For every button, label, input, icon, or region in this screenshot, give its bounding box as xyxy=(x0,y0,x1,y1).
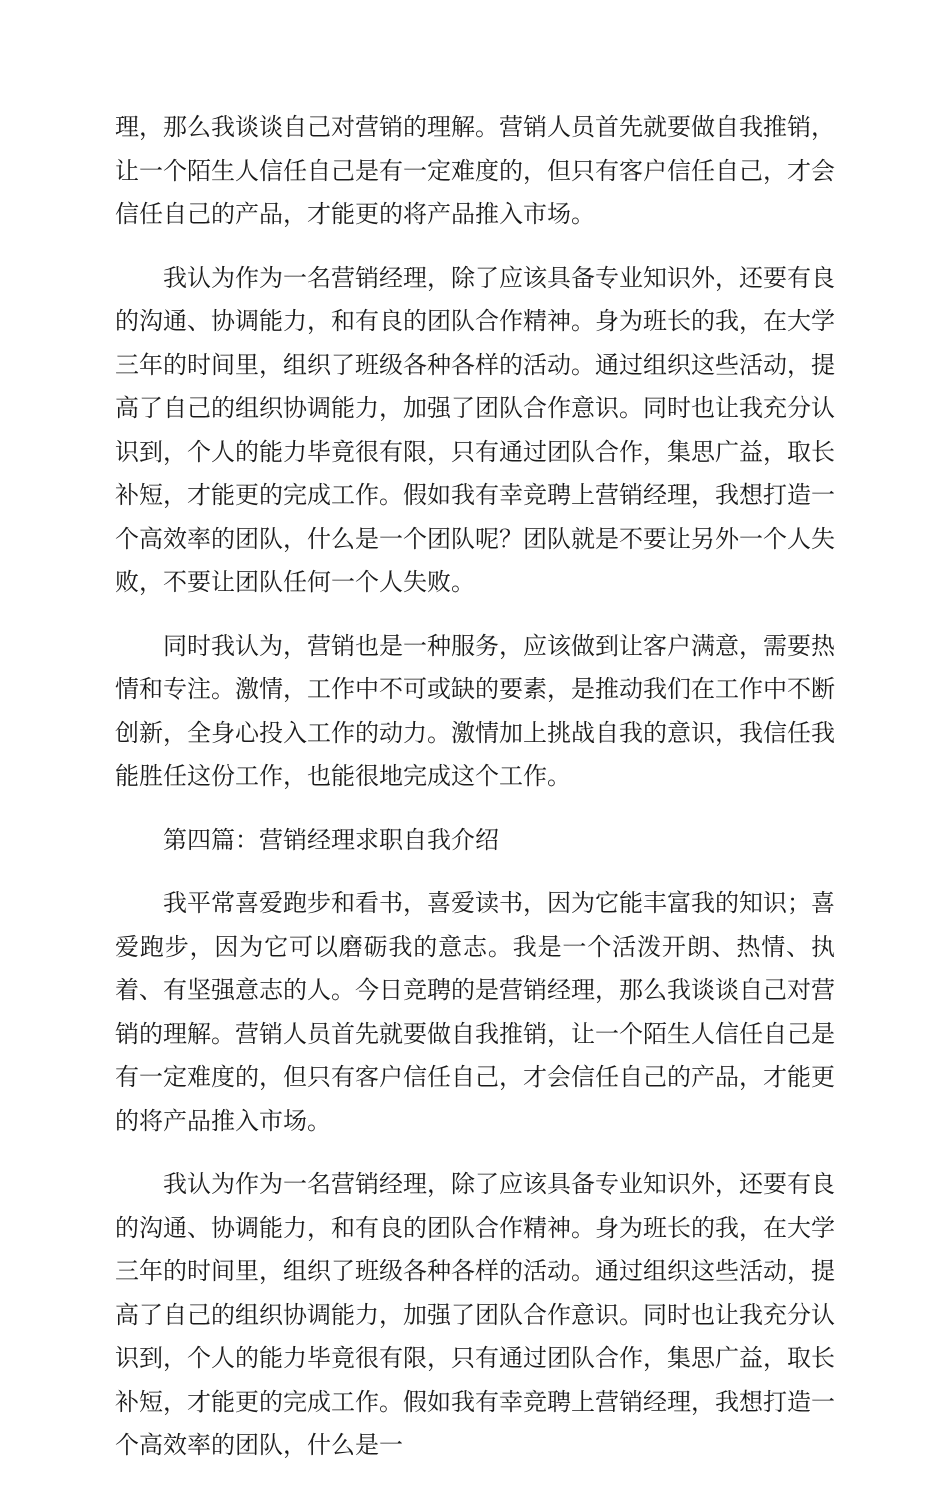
paragraph-service-passion: 同时我认为，营销也是一种服务，应该做到让客户满意，需要热情和专注。激情，工作中不可或缺的要素，是推动我们在工作中不断创新，全身心投入工作的动力。激情加上挑战自我的意识，我信任我能胜任这份工作，也能很地完成这个工作。 xyxy=(115,631,835,790)
section-heading: 第四篇：营销经理求职自我介绍 xyxy=(163,825,499,854)
document-body xyxy=(115,106,835,1488)
paragraph-continuation: 理，那么我谈谈自己对营销的理解。营销人员首先就要做自我推销，让一个陌生人信任自己是有一定难度的，但只有客户信任自己，才会信任自己的产品，才能更的将产品推入市场。 xyxy=(115,113,835,228)
paragraph-hobbies: 我平常喜爱跑步和看书，喜爱读书，因为它能丰富我的知识；喜爱跑步，因为它可以磨砺我的意志。我是一个活泼开朗、热情、执着、有坚强意志的人。今日竞聘的是营销经理，那么我谈谈自己对营销的理解。营销人员首先就要做自我推销，让一个陌生人信任自己是有一定难度的，但只有客户信任自己，才会信任自己的产品，才能更的将产品推入市场。 xyxy=(115,889,835,1135)
paragraph-teamwork-repeat: 我认为作为一名营销经理，除了应该具备专业知识外，还要有良的沟通、协调能力，和有良的团队合作精神。身为班长的我，在大学三年的时间里，组织了班级各种各样的活动。通过组织这些活动，提高了自己的组织协调能力，加强了团队合作意识。同时也让我充分认识到，个人的能力毕竟很有限，只有通过团队合作，集思广益，取长补短，才能更的完成工作。假如我有幸竞聘上营销经理，我想打造一个高效率的团队，什么是一 xyxy=(115,1170,835,1459)
paragraph-teamwork: 我认为作为一名营销经理，除了应该具备专业知识外，还要有良的沟通、协调能力，和有良的团队合作精神。身为班长的我，在大学三年的时间里，组织了班级各种各样的活动。通过组织这些活动，提高了自己的组织协调能力，加强了团队合作意识。同时也让我充分认识到，个人的能力毕竟很有限，只有通过团队合作，集思广益，取长补短，才能更的完成工作。假如我有幸竞聘上营销经理，我想打造一个高效率的团队，什么是一个团队呢？团队就是不要让另外一个人失败，不要让团队任何一个人失败。 xyxy=(115,263,835,596)
